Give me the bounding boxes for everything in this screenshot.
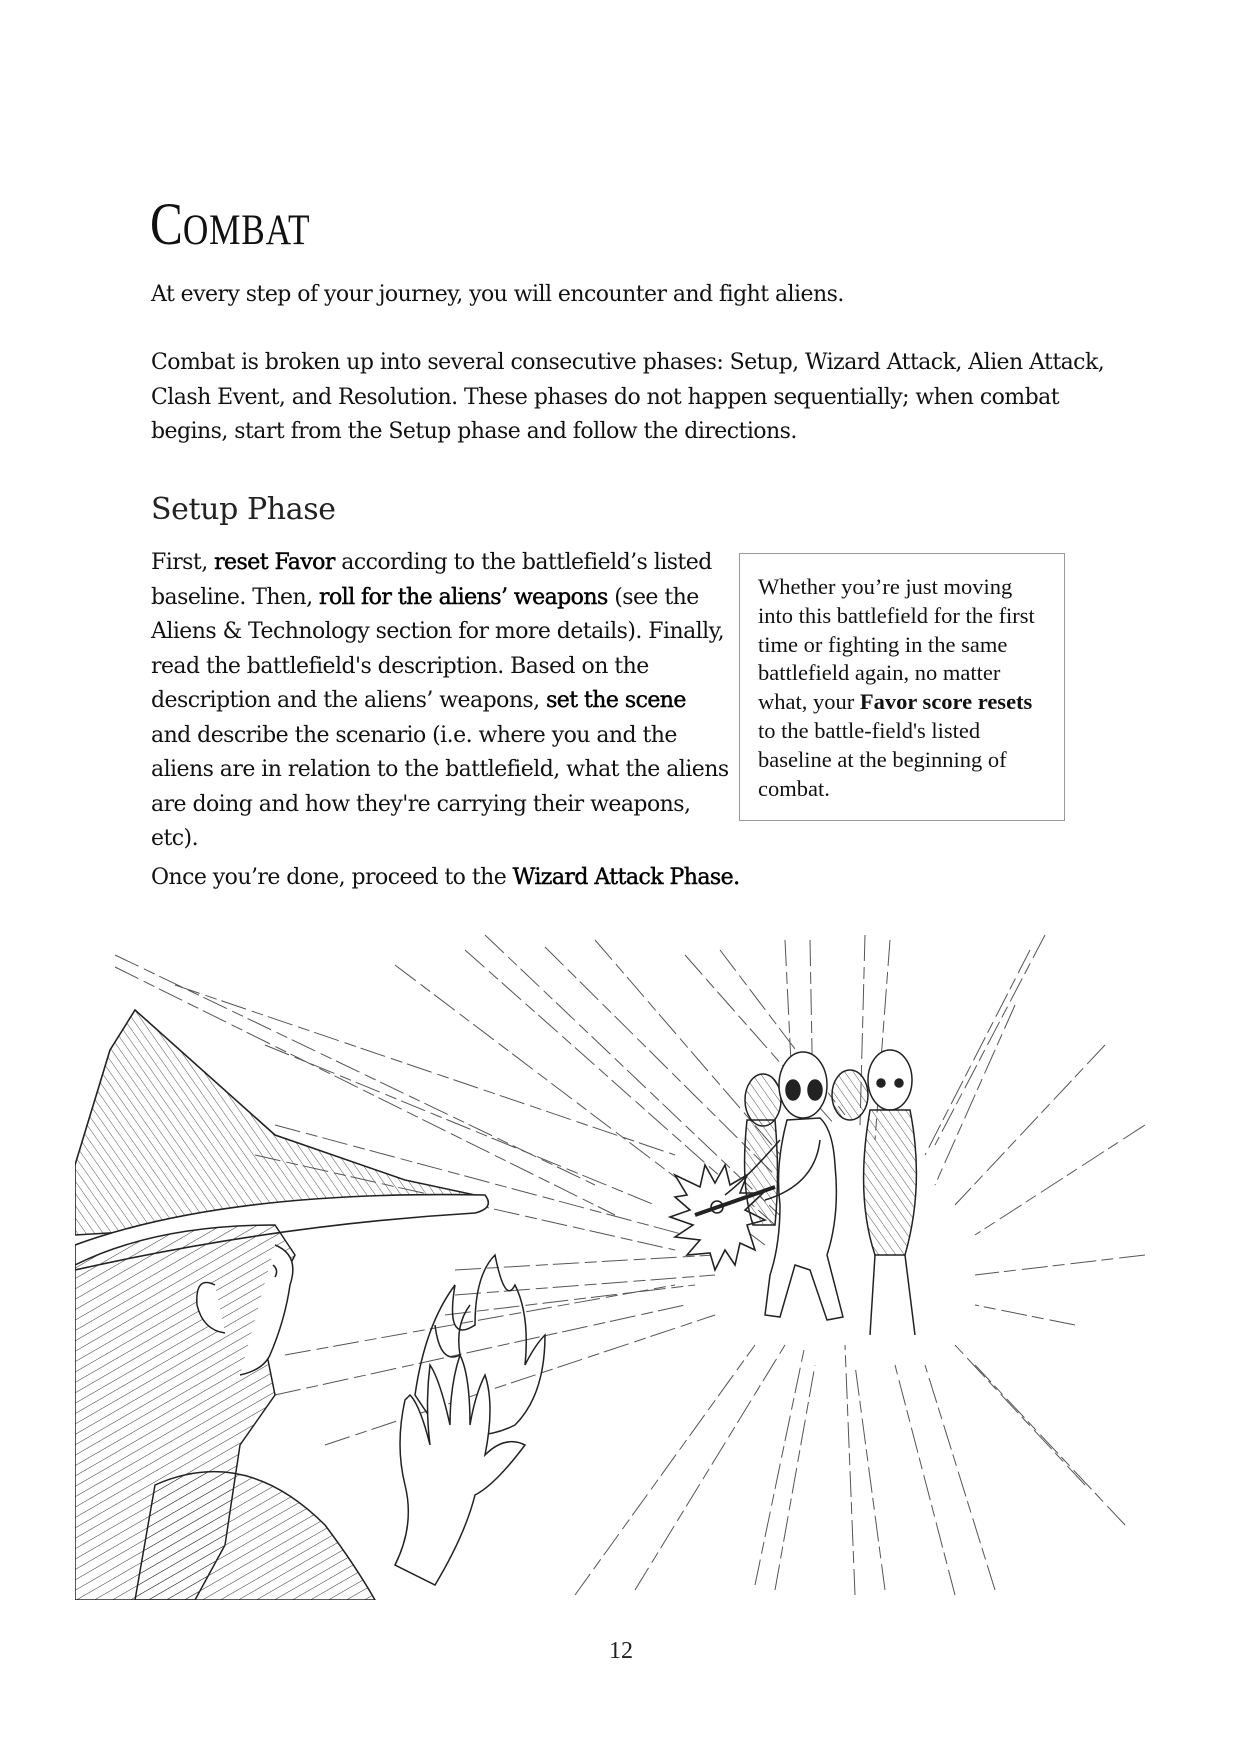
favor-sidebar-box (739, 553, 1065, 821)
phases-paragraph: Combat is broken up into several consecutive phases: Setup, Wizard Attack, Alien Attack, Clash Event, and Resolution. These phases do not happen sequentially; when combat begins, start from the Setup phase and follow the directions. (151, 350, 1105, 444)
proceed-paragraph (151, 861, 1051, 896)
page-title (150, 192, 310, 263)
intro-paragraph: At every step of your journey, you will encounter and fight aliens. (151, 282, 844, 307)
setup-text-4: and describe the scenario (i.e. where you and the aliens are in relation to the battlefield, what the aliens are doing and how they're carrying their weapons, etc). (151, 722, 729, 851)
wizard-attack-phase-emphasis: Wizard Attack Phase. (512, 865, 740, 890)
reset-favor-emphasis: reset Favor (214, 550, 335, 575)
setup-paragraph (151, 546, 731, 857)
proceed-text-1: Once you’re done, proceed to the (151, 865, 513, 890)
setup-phase-heading: Setup Phase (151, 492, 336, 527)
wizard-vs-aliens-illustration (75, 925, 1165, 1600)
roll-weapons-emphasis: roll for the aliens’ weapons (318, 584, 608, 610)
sidebar-text-2: to the battle-field's listed baseline at the beginning of combat. (758, 717, 1007, 801)
setup-text-2: according to the battlefield’s listed baseline. Then, (151, 550, 712, 610)
setup-text-1: First, (151, 550, 215, 575)
title-initial: C (150, 191, 183, 257)
set-scene-emphasis: set the scene (546, 688, 686, 713)
alien-group (695, 1050, 916, 1335)
sidebar-text (758, 573, 1048, 803)
setup-text-3: (see the Aliens & Technology section for more details). Finally, read the battlefield's description. Based on the description and the aliens’ weapons, (151, 584, 725, 713)
wizard-hand-with-flame (395, 1255, 545, 1585)
sidebar-text-1: Whether you’re just moving into this battlefield for the first time or fighting in the same battlefield again, no matter what, your (758, 574, 1035, 715)
favor-resets-emphasis: Favor score resets (859, 689, 1033, 715)
title-smallcaps: OMBAT (182, 207, 311, 254)
page-number: 12 (609, 1638, 633, 1664)
wizard-shoulder (135, 1472, 375, 1600)
